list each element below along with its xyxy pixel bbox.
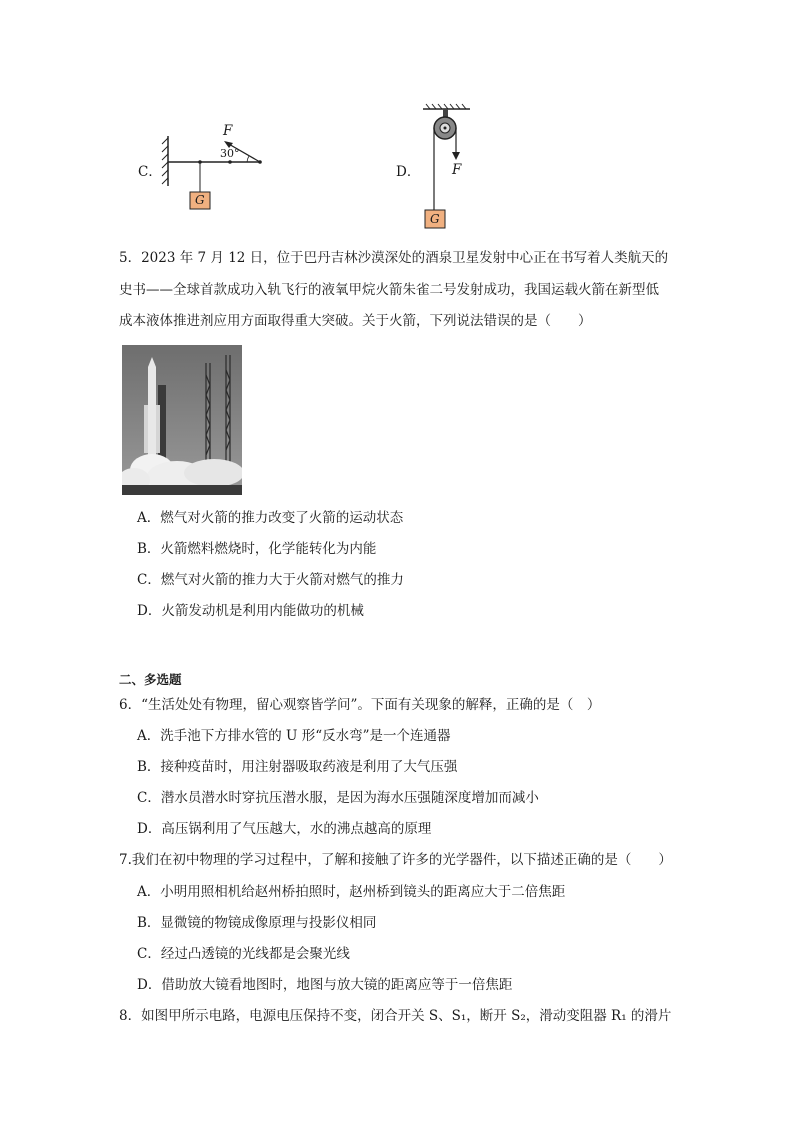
lever-diagram xyxy=(130,120,280,215)
q7-option-a: A．小明用照相机给赵州桥拍照时，赵州桥到镜头的距离应大于二倍焦距 xyxy=(137,884,566,900)
q7-stem: 7.我们在初中物理的学习过程中，了解和接触了许多的光学器件，以下描述正确的是（ ） xyxy=(119,852,672,868)
q6-option-c: C．潜水员潜水时穿抗压潜水服，是因为海水压强随深度增加而减小 xyxy=(137,790,539,806)
q5-option-d: D．火箭发动机是利用内能做功的机械 xyxy=(137,603,364,619)
q5-line-2: 史书——全球首款成功入轨飞行的液氧甲烷火箭朱雀二号发射成功，我国运载火箭在新型低 xyxy=(119,282,659,298)
diagram-d-label: D． xyxy=(396,164,421,180)
diagram-c xyxy=(130,120,280,215)
force-label-f: F xyxy=(452,162,462,178)
q6-stem: 6．“生活处处有物理，留心观察皆学问”。下面有关现象的解释，正确的是（ ） xyxy=(119,697,601,713)
weight-label-g: G xyxy=(430,212,440,226)
q7-option-c: C．经过凸透镜的光线都是会聚光线 xyxy=(137,946,350,962)
q5-option-b: B．火箭燃料燃烧时，化学能转化为内能 xyxy=(137,541,377,557)
q5-option-a: A．燃气对火箭的推力改变了火箭的运动状态 xyxy=(137,510,404,526)
rocket-launch-photo xyxy=(122,345,242,495)
q8-stem: 8．如图甲所示电路，电源电压保持不变，闭合开关 S、S₁，断开 S₂，滑动变阻器 R₁ 的滑片 xyxy=(119,1008,672,1024)
q6-option-a: A．洗手池下方排水管的 U 形“反水弯”是一个连通器 xyxy=(137,728,451,744)
force-label-f: F xyxy=(223,123,233,139)
q5-line-1: 5．2023 年 7 月 12 日，位于巴丹吉林沙漠深处的酒泉卫星发射中心正在书写着人类航天的 xyxy=(119,250,669,266)
q7-option-d: D．借助放大镜看地图时，地图与放大镜的距离应等于一倍焦距 xyxy=(137,977,513,993)
q7-option-b: B．显微镜的物镜成像原理与投影仪相同 xyxy=(137,915,377,931)
q5-option-c: C．燃气对火箭的推力大于火箭对燃气的推力 xyxy=(137,572,404,588)
q6-option-b: B．接种疫苗时，用注射器吸取药液是利用了大气压强 xyxy=(137,759,458,775)
q5-line-3: 成本液体推进剂应用方面取得重大突破。关于火箭，下列说法错误的是（ ） xyxy=(119,313,592,329)
angle-label: 30° xyxy=(220,147,240,160)
diagram-d xyxy=(390,102,500,232)
pulley-diagram xyxy=(390,102,500,232)
diagram-c-label: C． xyxy=(138,164,162,180)
q6-option-d: D．高压锅利用了气压越大，水的沸点越高的原理 xyxy=(137,821,432,837)
weight-label-g: G xyxy=(195,193,205,207)
section-heading: 二、多选题 xyxy=(119,672,182,687)
